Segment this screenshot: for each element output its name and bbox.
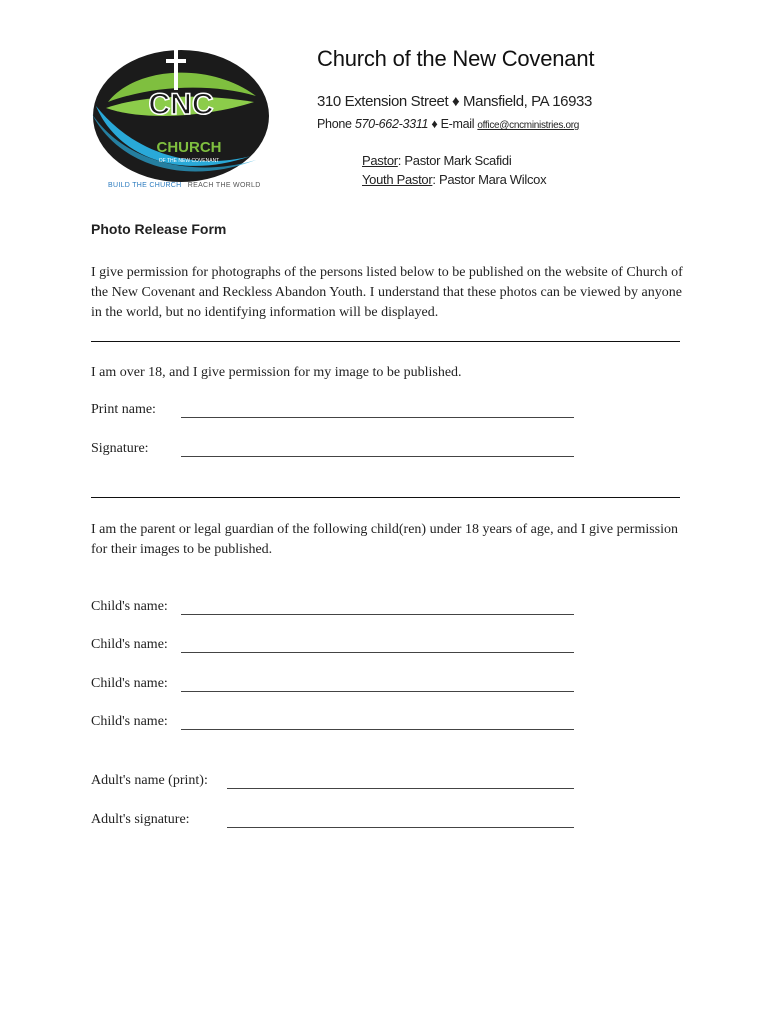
church-logo	[86, 44, 276, 194]
org-address: 310 Extension Street ♦ Mansfield, PA 16933	[317, 93, 592, 110]
youth-pastor-line	[362, 172, 546, 187]
print-name-line[interactable]	[181, 417, 574, 418]
logo-initials: CNC	[148, 88, 214, 121]
form-title: Photo Release Form	[91, 221, 227, 237]
pastor-role: Pastor	[362, 153, 398, 168]
child-name-line[interactable]	[181, 652, 574, 653]
phone-number: 570-662-3311	[354, 117, 429, 131]
youth-pastor-name: : Pastor Mara Wilcox	[432, 172, 547, 187]
adult-signature-label: Adult's signature:	[91, 812, 190, 827]
section-divider	[91, 341, 680, 342]
child-name-line[interactable]	[181, 691, 574, 692]
child-name-label: Child's name:	[91, 676, 168, 691]
adult-name-label: Adult's name (print):	[91, 773, 208, 788]
youth-pastor-role: Youth Pastor	[362, 172, 433, 187]
adult-statement: I am over 18, and I give permission for my image to be published.	[91, 365, 462, 380]
phone-label: Phone	[317, 117, 355, 131]
pastor-line	[362, 153, 511, 168]
tagline-left: BUILD THE CHURCH	[108, 182, 182, 189]
email-link[interactable]: office@cncministries.org	[477, 120, 580, 131]
print-name-label: Print name:	[91, 402, 156, 417]
child-name-label: Child's name:	[91, 714, 168, 729]
child-name-label: Child's name:	[91, 599, 168, 614]
cnc-logo-graphic	[86, 44, 276, 194]
logo-tagline	[108, 182, 268, 189]
org-name: Church of the New Covenant	[317, 46, 595, 71]
tagline-right: REACH THE WORLD	[187, 182, 261, 189]
org-contact	[317, 117, 579, 131]
signature-line[interactable]	[181, 456, 574, 457]
section-divider	[91, 497, 680, 498]
child-name-line[interactable]	[181, 614, 574, 615]
logo-word: CHURCH	[156, 139, 222, 156]
intro-paragraph: I give permission for photographs of the persons listed below to be published on the website of Church of the New Covenant and Reckless Abandon Youth. I understand that these photos can be viewed by anyone in the world, but no identifying information will be displayed.	[91, 265, 683, 320]
adult-signature-line[interactable]	[227, 827, 574, 828]
child-name-line[interactable]	[181, 729, 574, 730]
signature-label: Signature:	[91, 441, 149, 456]
child-name-label: Child's name:	[91, 637, 168, 652]
guardian-statement: I am the parent or legal guardian of the following child(ren) under 18 years of age, and I give permission for their images to be published.	[91, 522, 679, 557]
adult-name-line[interactable]	[227, 788, 574, 789]
email-label: ♦ E-mail	[428, 117, 478, 131]
logo-subword: OF THE NEW COVENANT	[158, 158, 220, 164]
pastor-name: : Pastor Mark Scafidi	[397, 153, 512, 168]
